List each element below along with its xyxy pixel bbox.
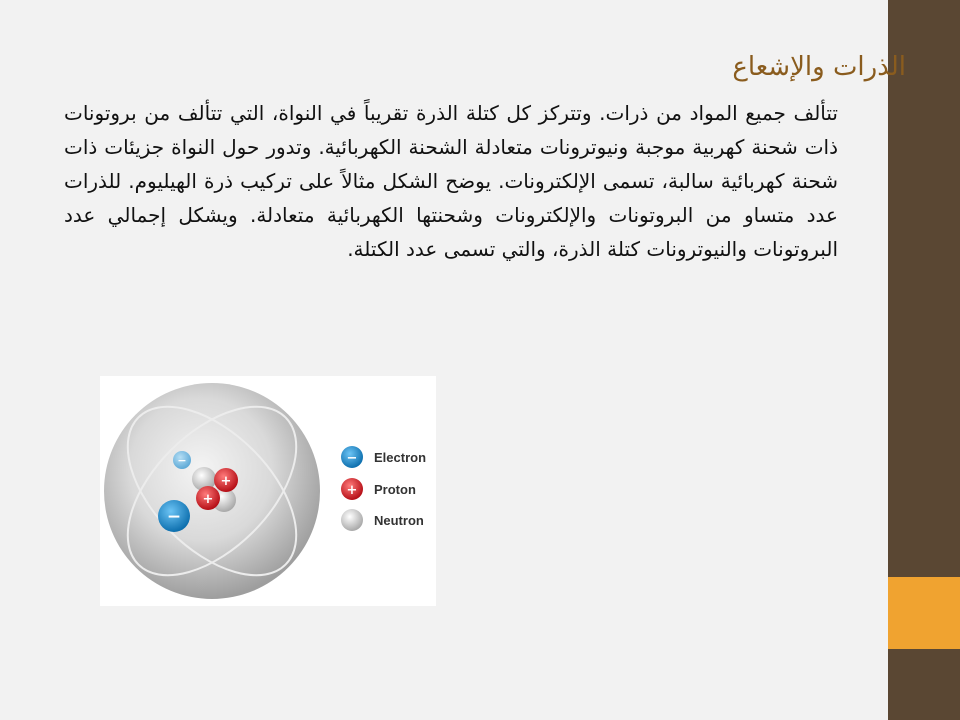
atom-diagram <box>100 376 436 606</box>
slide-body-text: تتألف جميع المواد من ذرات. وتتركز كل كتلة الذرة تقريباً في النواة، التي تتألف من بروتونات ذات شحنة كهربية موجبة ونيوترونات متعادلة الشحنة الكهربائية. وتدور حول النواة جزيئات ذات شحنة كهربائية سالبة، تسمى الإلكترونات. يوضح الشكل مثالاً على تركيب ذرة الهيليوم. للذرات عدد متساو من البروتونات والإلكترونات وشحنتها الكهربائية متعادلة. ويشكل إجمالي عدد البروتونات والنيوترونات كتلة الذرة، والتي تسمى عدد الكتلة. <box>64 101 838 261</box>
legend-neutron-label: Neutron <box>374 513 424 528</box>
svg-text:+: + <box>346 483 358 498</box>
proton-sign: + <box>202 492 214 507</box>
svg-text:−: − <box>346 451 358 466</box>
legend-proton-label: Proton <box>374 482 416 497</box>
electron-sign: − <box>166 507 182 527</box>
sidebar-accent-block <box>888 577 960 649</box>
legend-neutron-icon <box>341 509 363 531</box>
legend-electron <box>341 446 426 468</box>
helium-atom-figure <box>100 376 436 606</box>
legend-electron-label: Electron <box>374 450 427 465</box>
legend-neutron <box>341 509 424 531</box>
legend-proton <box>341 478 416 500</box>
electron-faint-sign: − <box>177 454 187 467</box>
slide-title: الذرات والإشعاع <box>732 52 906 82</box>
proton-sign: + <box>220 474 232 489</box>
